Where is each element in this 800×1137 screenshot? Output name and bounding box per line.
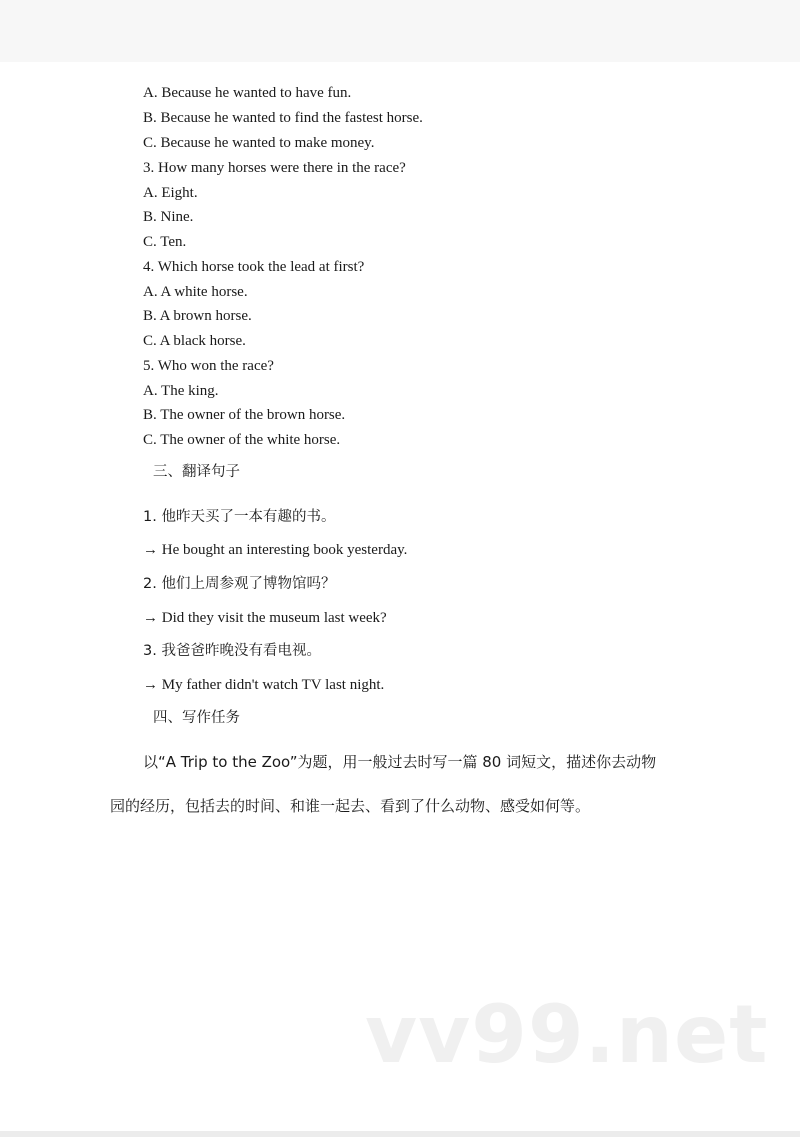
- watermark: vv99.net: [365, 988, 769, 1081]
- question-text: 4. Which horse took the lead at first?: [143, 259, 365, 275]
- question-text: 5. Who won the race?: [143, 358, 274, 374]
- option-text: C. Ten.: [143, 234, 187, 250]
- option-text: B. Because he wanted to find the fastest horse.: [143, 110, 423, 126]
- writing-task-text: 以“A Trip to the Zoo”为题，用一般过去时写一篇 80 词短文，描述你去动物: [143, 753, 657, 771]
- option-text: A. Because he wanted to have fun.: [143, 85, 352, 101]
- option-text: A. The king.: [143, 383, 219, 399]
- option-text: C. A black horse.: [143, 333, 246, 349]
- option-text: A. Eight.: [143, 185, 198, 201]
- page-top-margin: [0, 0, 800, 62]
- option-text: B. A brown horse.: [143, 308, 252, 324]
- translation-answer: → My father didn't watch TV last night.: [143, 677, 385, 693]
- translation-prompt: 3. 我爸爸昨晚没有看电视。: [143, 643, 321, 659]
- section-heading: 四、写作任务: [153, 710, 240, 726]
- option-text: C. Because he wanted to make money.: [143, 135, 375, 151]
- option-text: A. A white horse.: [143, 284, 248, 300]
- writing-task-text: 园的经历，包括去的时间、和谁一起去、看到了什么动物、感受如何等。: [110, 797, 591, 815]
- option-text: B. The owner of the brown horse.: [143, 407, 346, 423]
- option-text: C. The owner of the white horse.: [143, 432, 341, 448]
- section-heading: 三、翻译句子: [153, 464, 240, 480]
- translation-prompt: 2. 他们上周参观了博物馆吗？: [143, 576, 336, 592]
- translation-prompt: 1. 他昨天买了一本有趣的书。: [143, 509, 336, 525]
- page-bottom-margin: [0, 1131, 800, 1137]
- option-text: B. Nine.: [143, 209, 194, 225]
- question-text: 3. How many horses were there in the race?: [143, 160, 406, 176]
- translation-answer: → Did they visit the museum last week?: [143, 610, 387, 626]
- translation-answer: → He bought an interesting book yesterday.: [143, 542, 408, 558]
